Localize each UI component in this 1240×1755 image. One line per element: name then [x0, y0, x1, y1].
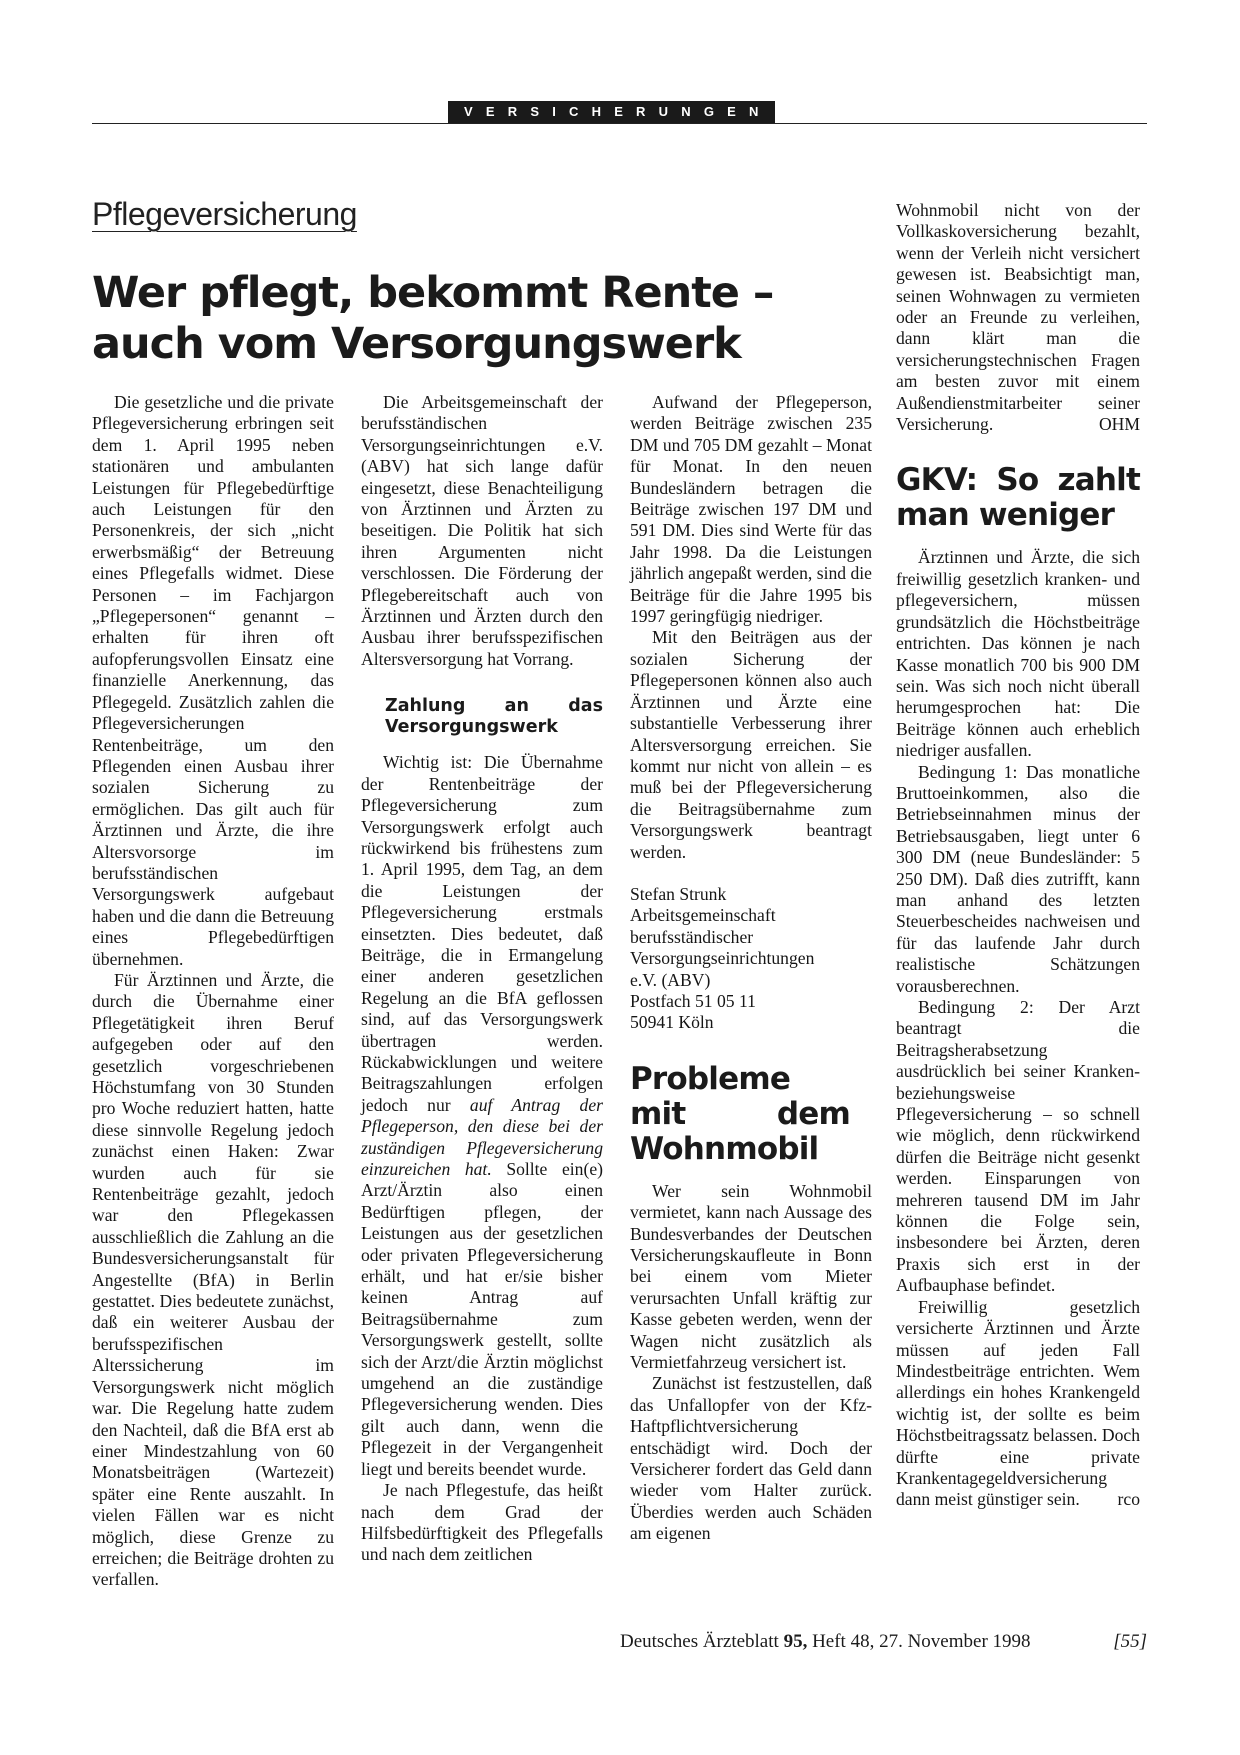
paragraph-text: Freiwillig gesetzlich versicherte Ärztinnen und Ärzte müssen auf jeden Fall Mindestbeiträge entrichten. Wem allerdings ein hohes Krankengeld wichtig ist, der sollte es beim Höchstbeitragssatz belassen. Doch dürfte eine private Krankentagegeldversicherung dann meist günstiger sein.	[896, 1296, 1140, 1510]
journal-name: Deutsches Ärzteblatt	[620, 1631, 779, 1652]
paragraph: Je nach Pflegestufe, das heißt nach dem Grad der Hilfsbedürftigkeit des Pflegefalls und nach dem zeitlichen	[361, 1480, 603, 1565]
paragraph: Aufwand der Pflegeperson, werden Beiträge zwischen 235 DM und 705 DM gezahlt – Monat für Monat. In den neuen Bundesländern betragen die Beiträge zwischen 197 DM und 591 DM. Dies sind Werte für das Jahr 1998. Da die Leistungen jährlich angepaßt werden, sind die Beiträge für die Jahre 1995 bis 1997 geringfügig niedriger.	[630, 392, 872, 627]
page-number: [55]	[1113, 1631, 1147, 1652]
signature-line: Arbeitsgemeinschaft	[630, 905, 776, 926]
publication-line	[620, 1631, 1031, 1653]
paragraph-text: Wohnmobil nicht von der Vollkaskoversicherung bezahlt, wenn der Verleih nicht versichert gewesen ist. Beabsichtigt man, seinen Wohnwagen zu vermieten oder an Freunde zu verleihen, dann klärt man die versicherungstechnischen Fragen am besten zuvor mit einem Außendienstmitarbeiter seiner Versicherung.	[896, 200, 1140, 435]
paragraph	[896, 200, 1140, 435]
article-headline: Wer pflegt, bekommt Rente – auch vom Versorgungswerk	[92, 268, 774, 369]
paragraph: Zunächst ist festzustellen, daß das Unfallopfer von der Kfz-Haftpflichtversicherung entschädigt wird. Doch der Versicherer fordert das Geld dann wieder vom Halter zurück. Überdies werden auch Schäden am eigenen	[630, 1373, 872, 1544]
column-1	[92, 392, 334, 1591]
paragraph: Die gesetzliche und die private Pflegeversicherung erbringen seit dem 1. April 1995 neben stationären und ambulanten Leistungen für Pflegebedürftige auch Leistungen für den Personenkreis, der sich „nicht erwerbsmäßig“ der Betreuung eines Pflegefalls widmet. Diese Personen – im Fachjargon „Pflegepersonen“ genannt – erhalten für ihren oft aufopferungsvollen Einsatz eine finanzielle Anerkennung, das Pflegegeld. Zusätzlich zahlen die Pflegeversicherungen Rentenbeiträge, um den Pflegenden einen Ausbau ihrer sozialen Sicherung zu ermöglichen. Das gilt auch für Ärztinnen und Ärzte, die ihre Altersvorsorge im berufsständischen Versorgungswerk aufgebaut haben und die dann die Betreuung eines Pflegebedürftigen übernehmen.	[92, 392, 334, 969]
top-rule	[92, 123, 1147, 124]
issue-info: Heft 48, 27. November 1998	[812, 1631, 1031, 1652]
paragraph: Bedingung 2: Der Arzt beantragt die Beitragsherabsetzung ausdrücklich bei seiner Kranken- beziehungsweise Pflegeversicherung – so schnell wie möglich, denn rückwirkend dürfen die Beiträge nicht gesenkt werden. Einsparungen von mehreren tausend DM im Jahr können die Folge sein, insbesondere bei Ärzten, deren Praxis sich erst in der Aufbauphase befindet.	[896, 997, 1140, 1296]
section-label: VERSICHERUNGEN	[448, 101, 775, 123]
column-3	[630, 392, 872, 1545]
paragraph: Die Arbeitsgemeinschaft der berufsständischen Versorgungseinrichtungen e.V. (ABV) hat sich lange dafür eingesetzt, diese Benachteiligung von Ärztinnen und Ärzten zu beseitigen. Die Politik hat sich ihren Argumenten nicht verschlossen. Die Förderung der Pflegebereitschaft auch von Ärztinnen und Ärzten durch den Ausbau ihrer berufsspezifischen Altersversorgung hat Vorrang.	[361, 392, 603, 669]
paragraph	[896, 1297, 1140, 1511]
paragraph-text: Sollte ein(e) Arzt/Ärztin also einen Bedürftigen pflegen, der Leistungen aus der gesetzlichen oder privaten Pflegeversicherung erhält, und hat er/sie bisher keinen Antrag auf Beitragsübernahme zum Versorgungswerk gestellt, sollte sich der Arzt/die Ärztin möglichst umgehend an die zuständige Pflegeversicherung wenden. Dies gilt auch dann, wenn die Pflegezeit in der Vergangenheit liegt und bereits beendet wurde.	[361, 1159, 603, 1479]
emphasized-text: auf Antrag der Pflegeperson, den diese bei der zuständigen Pflegeversicherung einzureichen hat.	[361, 1094, 603, 1179]
signature-line: 50941 Köln	[630, 1012, 714, 1033]
paragraph: Mit den Beiträgen aus der sozialen Sicherung der Pflegepersonen können also auch Ärztinnen und Ärzte eine substantielle Verbesserung ihrer Altersversorgung erreichen. Sie kommt nur nicht von allein – es muß bei der Pflegeversicherung die Beitragsübernahme zum Versorgungswerk beantragt werden.	[630, 627, 872, 862]
paragraph	[361, 752, 603, 1480]
signature-line: e.V. (ABV)	[630, 969, 711, 990]
author-signature	[630, 884, 872, 1034]
paragraph: Ärztinnen und Ärzte, die sich freiwillig gesetzlich kranken- und pflegeversichern, müssen grundsätzlich die Höchstbeiträge entrichten. Das können je nach Kasse monatlich 700 bis 900 DM sein. Was sich noch nicht überall herumgesprochen hat: Die Beiträge können auch erheblich niedriger ausfallen.	[896, 547, 1140, 761]
signature-line: Stefan Strunk	[630, 883, 727, 904]
signature-line: Versorgungseinrichtungen	[630, 948, 815, 969]
author-initials: OHM	[1098, 414, 1140, 435]
volume-number: 95,	[783, 1631, 808, 1652]
signature-line: berufsständischer	[630, 926, 754, 947]
paragraph: Wer sein Wohnmobil vermietet, kann nach Aussage des Bundesverbandes der Deutschen Versicherungskaufleute in Bonn bei einem vom Mieter verursachten Unfall kräftig zur Kasse gebeten werden, wenn der Wagen nicht zusätzlich als Vermietfahrzeug versichert ist.	[630, 1180, 872, 1373]
article-kicker: Pflegeversicherung	[92, 196, 357, 232]
author-initials: rco	[1117, 1489, 1140, 1510]
column-2	[361, 392, 603, 1566]
signature-line: Postfach 51 05 11	[630, 990, 756, 1011]
paragraph-text: Wichtig ist: Die Übernahme der Rentenbeiträge der Pflegeversicherung zum Versorgungswerk erfolgt auch rückwirkend bis frühestens zum 1. April 1995, dem Tag, an dem die Leistungen der Pflegeversicherung erstmals einsetzten. Dies bedeutet, daß Beiträge, die in Ermangelung einer anderen gesetzlichen Regelung an die BfA geflossen sind, auf das Versorgungswerk übertragen werden. Rückabwicklungen und weitere Beitragszahlungen erfolgen jedoch nur	[361, 752, 603, 1115]
subheading: Zahlung an das Versorgungswerk	[385, 696, 603, 738]
paragraph: Für Ärztinnen und Ärzte, die durch die Übernahme einer Pflegetätigkeit ihren Beruf aufgegeben oder auf den gesetzlich vorgeschriebenen Höchstumfang von 30 Stunden pro Woche reduziert hatten, hatte diese sinnvolle Regelung jedoch zunächst einen Haken: Zwar wurden auch für sie Rentenbeiträge gezahlt, jedoch war den Pflegekassen ausschließlich die Zahlung an die Bundesversicherungsanstalt für Angestellte (BfA) in Berlin gestattet. Dies bedeutete zunächst, daß ein weiterer Ausbau der berufsspezifischen Alterssicherung im Versorgungswerk nicht möglich war. Die Regelung hatte zudem den Nachteil, daß die BfA erst ab einer Mindestzahlung von 60 Monatsbeiträgen (Wartezeit) später eine Rente auszahlt. In vielen Fällen war es nicht möglich, diese Grenze zu erreichen; die Beiträge drohten zu verfallen.	[92, 969, 334, 1590]
column-4	[896, 200, 1140, 1511]
box-headline-wohnmobil: Probleme mit dem Wohnmobil	[630, 1060, 850, 1167]
paragraph: Bedingung 1: Das monatliche Bruttoeinkommen, also die Betriebseinnahmen minus der Betriebsausgaben, liegt unter 6 300 DM (neue Bundesländer: 5 250 DM). Daß dies zutrifft, kann man anhand des letzten Steuerbescheides nachweisen und für das laufende Jahr durch realistische Schätzungen vorausberechnen.	[896, 761, 1140, 996]
box-headline-gkv: GKV: So zahlt man weniger	[896, 462, 1140, 534]
